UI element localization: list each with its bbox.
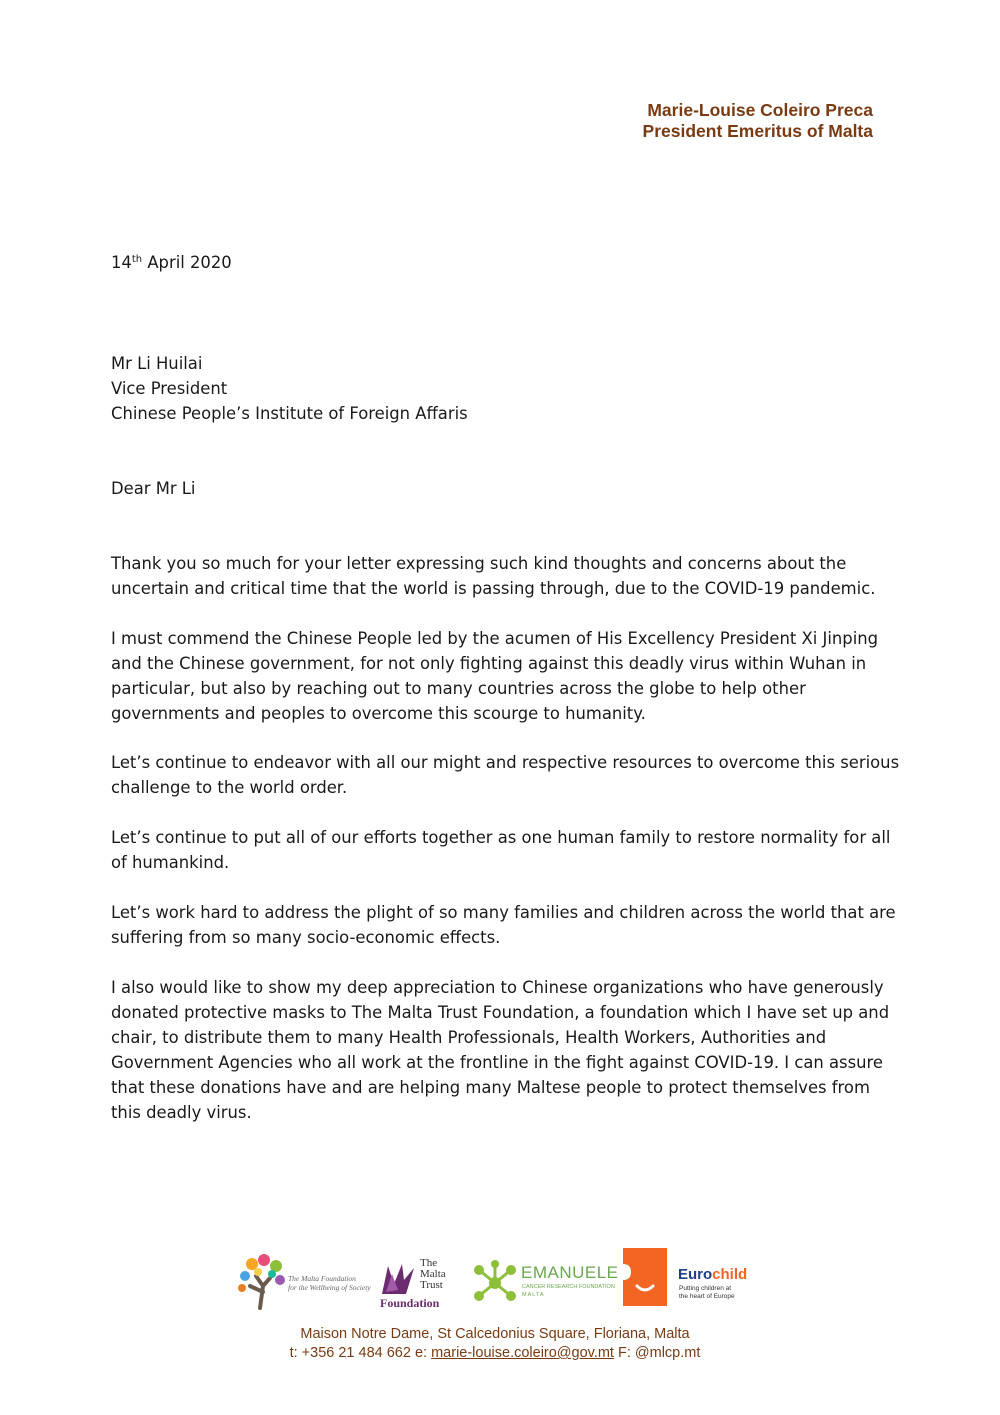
wellbeing-foundation-logo: [236, 1252, 371, 1312]
footer-contact: [0, 1344, 990, 1363]
eurochild-logo-tag2: the heart of Europe: [679, 1293, 735, 1300]
trust-logo-line2: Malta: [420, 1268, 446, 1280]
eurochild-logo-tag1: Putting children at: [679, 1285, 732, 1292]
letter-date: [111, 250, 901, 275]
letterhead: [643, 100, 873, 142]
date-day: 14: [111, 253, 132, 272]
date-suffix: th: [131, 254, 143, 265]
recipient-address: [111, 351, 901, 426]
malta-trust-foundation-logo: [380, 1258, 460, 1313]
recipient-name: Mr Li Huilai: [111, 354, 203, 373]
footer-social: F: @mlcp.mt: [613, 1345, 701, 1361]
eurochild-logo-euro: Euro: [678, 1266, 713, 1283]
emanuele-logo-sub1: CANCER RESEARCH FOUNDATION: [522, 1284, 615, 1290]
eurochild-logo: [623, 1248, 763, 1310]
trust-logo-line3: Trust: [420, 1279, 443, 1291]
emanuele-foundation-logo: [471, 1260, 619, 1310]
paragraph: I also would like to show my deep appreciation to Chinese organizations who have generously donated protective masks to The Malta Trust Foundation, a foundation which I have set up and chair, to distribute them to many Health Professionals, Health Workers, Authorities and Government Agencies who all work at the frontline in the fight against COVID-19. I can assure that these donations have and are helping many Maltese people to protect themselves from this deadly virus.: [111, 978, 890, 1122]
molecule-icon: [471, 1260, 519, 1306]
emanuele-logo-name: EMANUELE: [521, 1263, 619, 1282]
footer: [0, 1325, 990, 1363]
recipient-position: Vice President: [111, 379, 228, 398]
wellbeing-logo-line2: for the Wellbeing of Society: [288, 1283, 371, 1292]
sender-name: Marie-Louise Coleiro Preca: [647, 100, 873, 120]
paragraph: Let’s work hard to address the plight of so many families and children across the world that are suffering from so many socio-economic effects.: [111, 903, 896, 947]
eurochild-mark-icon: [623, 1248, 667, 1306]
date-rest: April 2020: [142, 253, 232, 272]
eurochild-logo-child: child: [712, 1266, 748, 1283]
paragraph: Let’s continue to endeavor with all our might and respective resources to overcome this serious challenge to the world order.: [111, 753, 900, 797]
partner-logos: [236, 1248, 796, 1313]
trust-mark-icon: [380, 1262, 416, 1296]
wellbeing-logo-line1: The Malta Foundation: [288, 1274, 356, 1283]
salutation: Dear Mr Li: [111, 479, 196, 498]
sender-title: President Emeritus of Malta: [642, 121, 873, 141]
footer-phone: t: +356 21 484 662 e:: [289, 1345, 432, 1361]
trust-logo-line4: Foundation: [380, 1296, 440, 1310]
recipient-organization: Chinese People’s Institute of Foreign Affaris: [111, 404, 468, 423]
trust-logo-line1: The: [420, 1257, 438, 1269]
footer-email-link[interactable]: marie-louise.coleiro@gov.mt: [431, 1345, 614, 1361]
footer-address: Maison Notre Dame, St Calcedonius Square, Floriana, Malta: [300, 1326, 690, 1342]
tree-icon: [236, 1252, 291, 1310]
paragraph: I must commend the Chinese People led by the acumen of His Excellency President Xi Jinping and the Chinese government, for not only fighting against this deadly virus within Wuhan in particular, but also by reaching out to many countries across the globe to help other governments and peoples to overcome this scourge to humanity.: [111, 629, 879, 723]
paragraph: Let’s continue to put all of our efforts together as one human family to restore normality for all of humankind.: [111, 828, 891, 872]
paragraph: Thank you so much for your letter expressing such kind thoughts and concerns about the uncertain and critical time that the world is passing through, due to the COVID-19 pandemic.: [111, 554, 876, 598]
emanuele-logo-sub2: MALTA: [522, 1292, 545, 1298]
